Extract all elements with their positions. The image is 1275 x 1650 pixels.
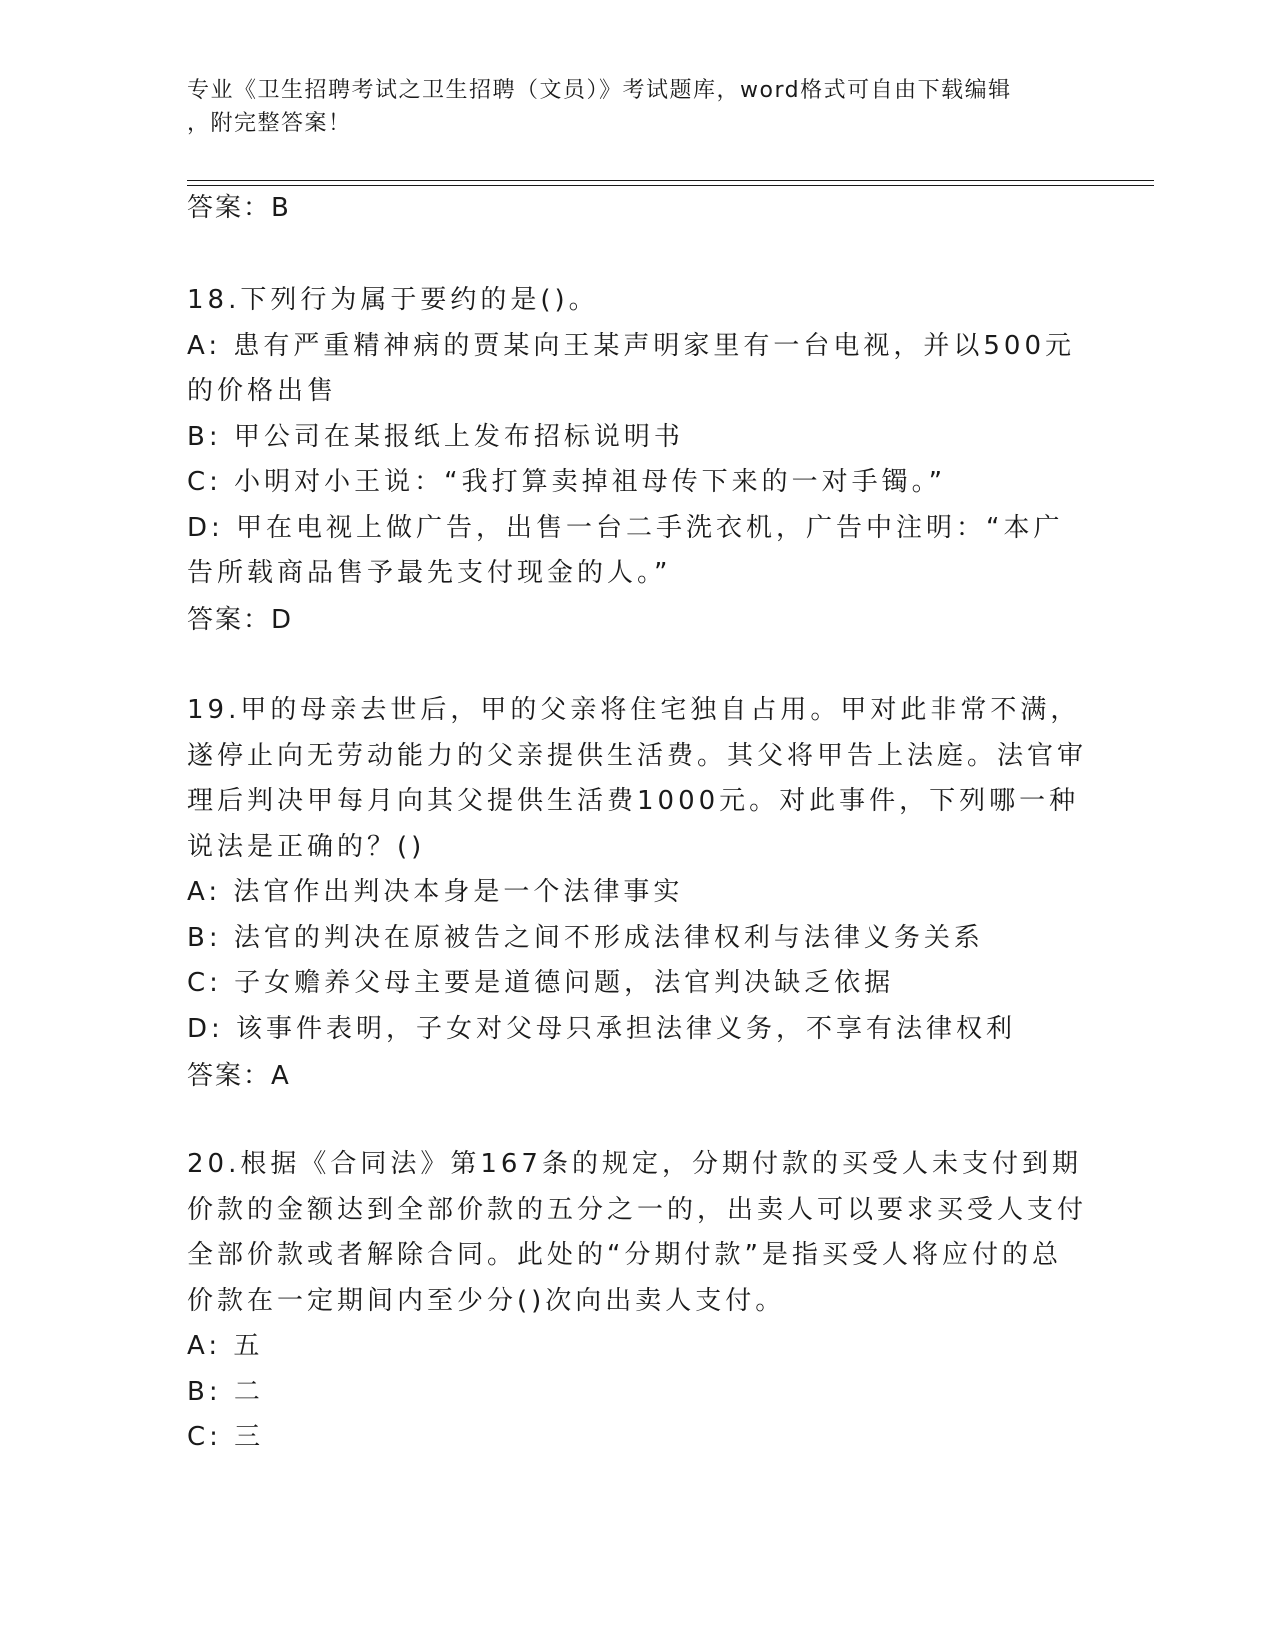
question-stem: 18.下列行为属于要约的是()。: [187, 285, 599, 315]
question-stem: 20.根据《合同法》第167条的规定，分期付款的买受人未支付到期价款的金额达到全部价款的五分之一的，出卖人可以要求买受人支付全部价款或者解除合同。此处的“分期付款”是指买受人将应付的总价款在一定期间内至少分()次向出卖人支付。: [187, 1149, 1088, 1316]
option-b: B: 甲公司在某报纸上发布招标说明书: [187, 421, 684, 452]
header-line-2: ，附完整答案！: [187, 111, 352, 136]
option-c: C: 子女赡养父母主要是道德问题，法官判决缺乏依据: [187, 968, 895, 998]
option-c: C: 三: [187, 1422, 265, 1452]
option-b: B: 法官的判决在原被告之间不形成法律权利与法律义务关系: [187, 922, 984, 953]
question-stem: 19.甲的母亲去世后，甲的父亲将住宅独自占用。甲对此非常不满，遂停止向无劳动能力的父亲提供生活费。其父将甲告上法庭。法官审理后判决甲每月向其父提供生活费1000元。对此事件，下列哪一种说法是正确的？(): [187, 695, 1088, 862]
header-divider-top: [187, 180, 1154, 181]
option-d: D: 甲在电视上做广告，出售一台二手洗衣机，广告中注明：“本广告所载商品售予最先支付现金的人。”: [187, 512, 1064, 588]
option-a: A: 五: [187, 1331, 264, 1361]
header-divider-bottom: [187, 185, 1154, 186]
option-d: D: 该事件表明，子女对父母只承担法律义务，不享有法律权利: [187, 1013, 1017, 1044]
option-a: A: 法官作出判决本身是一个法律事实: [187, 877, 684, 907]
option-a: A: 患有严重精神病的贾某向王某声明家里有一台电视，并以500元的价格出售: [187, 330, 1075, 406]
option-b: B: 二: [187, 1376, 264, 1407]
answer-line: 答案：B: [187, 193, 291, 223]
question-19: [187, 688, 1087, 1052]
header-line-1: 专业《卫生招聘考试之卫生招聘（文员）》考试题库，word格式可自由下载编辑: [187, 78, 1012, 103]
question-18: [187, 278, 1087, 597]
answer-line: 答案：D: [187, 605, 294, 635]
page-header: [187, 74, 1087, 140]
option-c: C: 小明对小王说：“我打算卖掉祖母传下来的一对手镯。”: [187, 467, 947, 497]
answer-line: 答案：A: [187, 1061, 291, 1091]
question-20: [187, 1142, 1087, 1461]
